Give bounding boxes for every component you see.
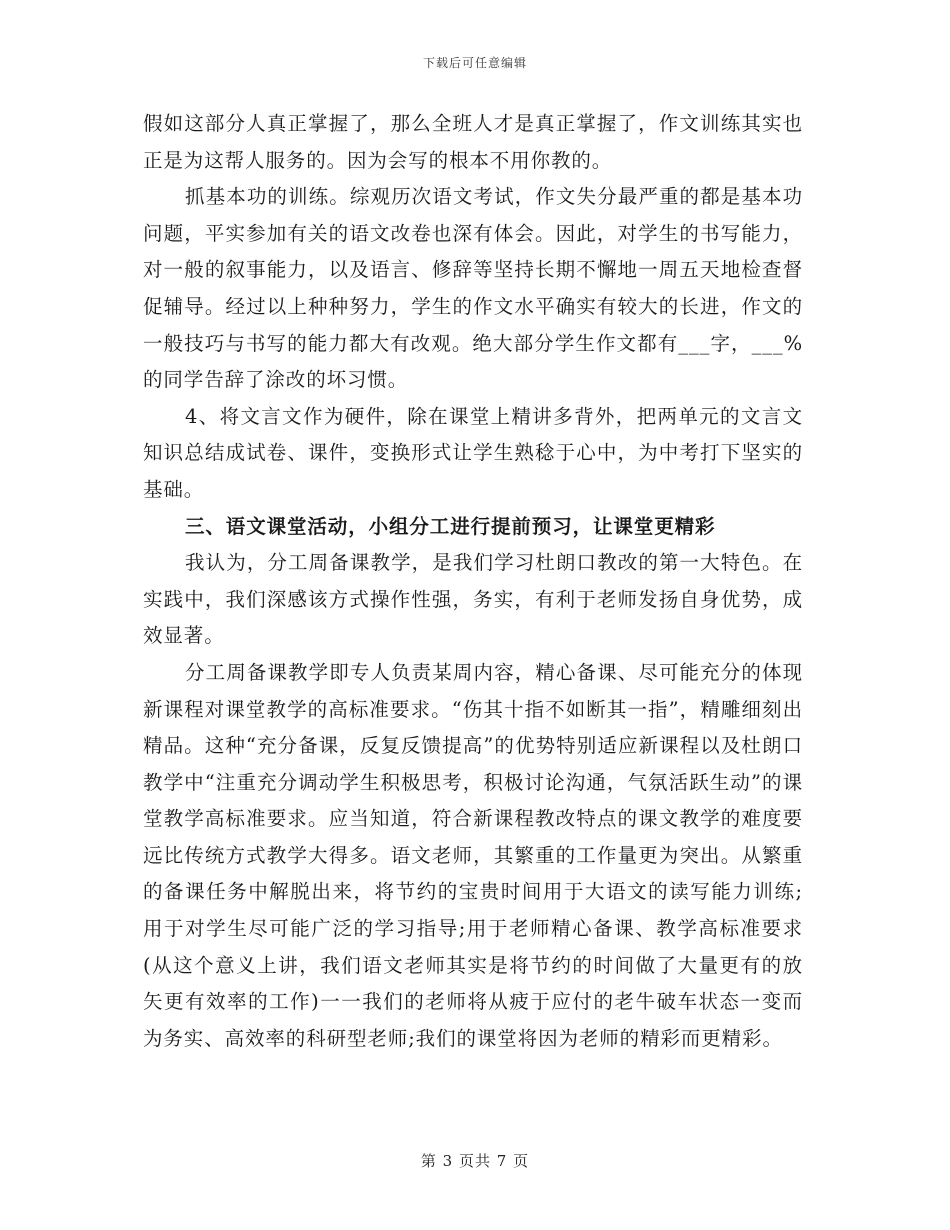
- section-heading: 三、语文课堂活动，小组分工进行提前预习，让课堂更精彩: [185, 514, 716, 538]
- paragraph-classical-chinese: 4、将文言文作为硬件，除在课堂上精讲多背外，把两单元的文言文知识总结成试卷、课件，变换形式让学生熟稔于心中，为中考打下坚实的基础。: [143, 404, 803, 501]
- paragraph-lesson-prep: 我认为，分工周备课教学，是我们学习杜朗口教改的第一大特色。在实践中，我们深感该方式操作性强，务实，有利于老师发扬自身优势，成效显著。: [143, 551, 803, 648]
- paragraph-continued: 假如这部分人真正掌握了，那么全班人才是真正掌握了，作文训练其实也正是为这帮人服务的。因为会写的根本不用你教的。: [143, 112, 803, 172]
- paragraph-weekly-prep: 分工周备课教学即专人负责某周内容，精心备课、尽可能充分的体现新课程对课堂教学的高标准要求。“伤其十指不如断其一指”，精雕细刻出精品。这种“充分备课，反复反馈提高”的优势特别适应新课程以及杜朗口教学中“注重充分调动学生积极思考，积极讨论沟通，气氛活跃生动”的课堂教学高标准要求。应当知道，符合新课程教改特点的课文教学的难度要远比传统方式教学大得多。语文老师，其繁重的工作量更为突出。从繁重的备课任务中解脱出来，将节约的宝贵时间用于大语文的读写能力训练;用于对学生尽可能广泛的学习指导;用于老师精心备课、教学高标准要求(从这个意义上讲，我们语文老师其实是将节约的时间做了大量更有的放矢更有效率的工作)一一我们的老师将从疲于应付的老牛破车状态一变而为务实、高效率的科研型老师;我们的课堂将因为老师的精彩而更精彩。: [143, 660, 803, 1050]
- paragraph-basic-skills: 抓基本功的训练。综观历次语文考试，作文失分最严重的都是基本功问题，平实参加有关的语文改卷也深有体会。因此，对学生的书写能力，对一般的叙事能力，以及语言、修辞等坚持长期不懈地一周五天地检查督促辅导。经过以上种种努力，学生的作文水平确实有较大的长进，作文的一般技巧与书写的能力都大有改观。绝大部分学生作文都有___字，___%的同学告辞了涂改的坏习惯。: [143, 185, 803, 392]
- document-body: [143, 106, 803, 1057]
- page-header: 下载后可任意编辑: [422, 56, 527, 70]
- page-number: 第 3 页共 7 页: [420, 1152, 530, 1170]
